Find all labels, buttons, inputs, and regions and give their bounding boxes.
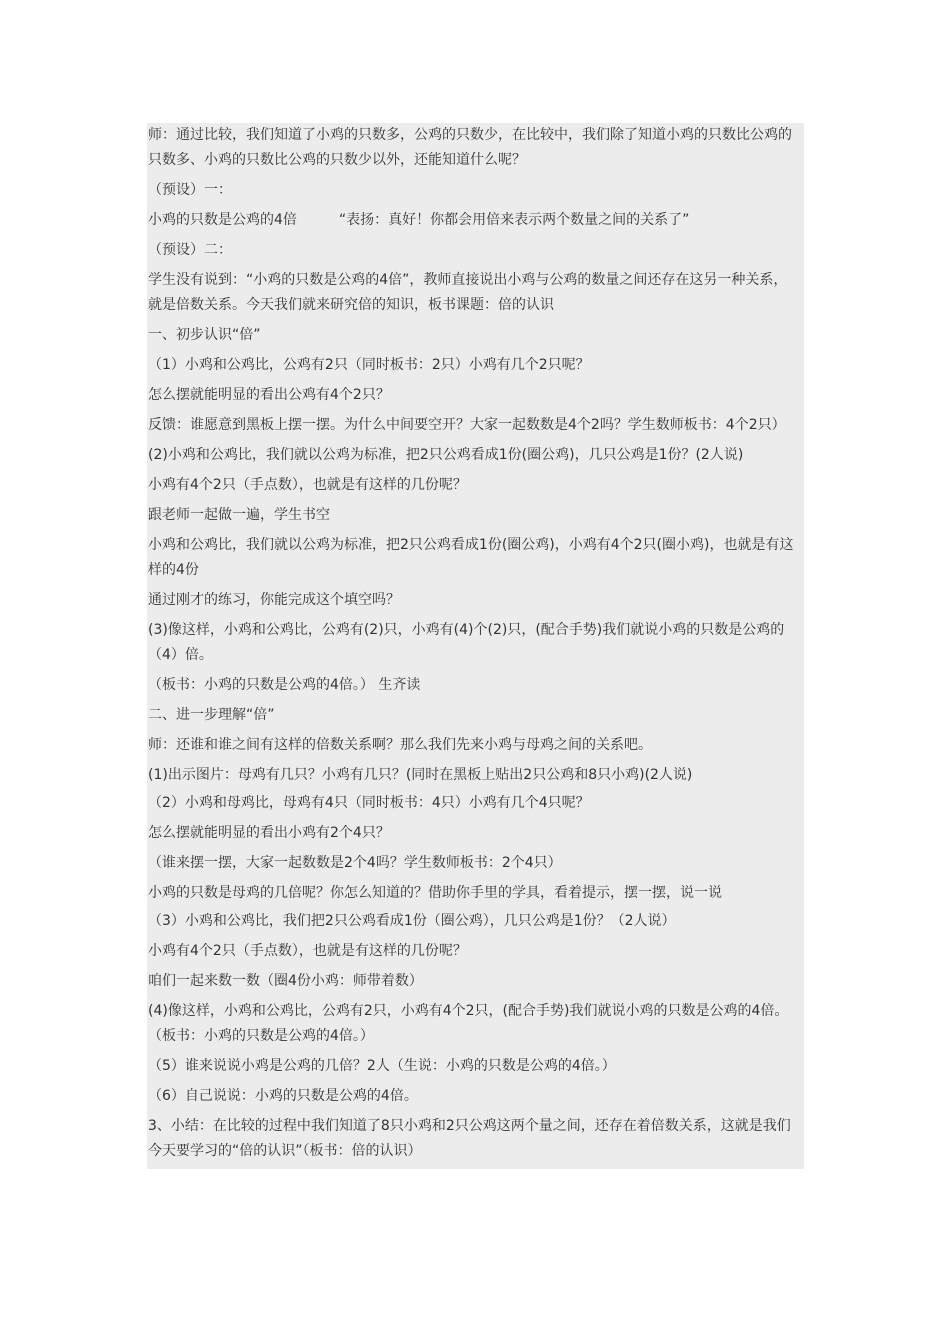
document-body bbox=[147, 123, 804, 1169]
paragraph: 咱们一起来数一数（圈4份小鸡：师带着数） bbox=[148, 973, 423, 989]
paragraph: (4)像这样，小鸡和公鸡比，公鸡有2只，小鸡有4个2只，(配合手势)我们就说小鸡的只数是公鸡的4倍。（板书：小鸡的只数是公鸡的4倍。） bbox=[148, 1003, 789, 1044]
paragraph: 小鸡的只数是母鸡的几倍呢？你怎么知道的？借助你手里的学具，看着提示，摆一摆，说一说 bbox=[148, 885, 722, 901]
paragraph: 学生没有说到：“小鸡的只数是公鸡的4倍”，教师直接说出小鸡与公鸡的数量之间还存在这另一种关系，就是倍数关系。今天我们就来研究倍的知识，板书课题：倍的认识 bbox=[148, 272, 788, 313]
paragraph: 通过刚才的练习，你能完成这个填空吗？ bbox=[148, 592, 400, 608]
paragraph: （预设）一： bbox=[148, 182, 232, 198]
paragraph: （3）小鸡和公鸡比，我们把2只公鸡看成1份（圈公鸡），几只公鸡是1份？（2人说） bbox=[148, 913, 676, 929]
paragraph: 师：通过比较，我们知道了小鸡的只数多，公鸡的只数少，在比较中，我们除了知道小鸡的只数比公鸡的只数多、小鸡的只数比公鸡的只数少以外，还能知道什么呢？ bbox=[148, 127, 792, 168]
section-heading: 二、进一步理解“倍” bbox=[148, 707, 275, 723]
paragraph: (1)出示图片：母鸡有几只？小鸡有几只？(同时在黑板上贴出2只公鸡和8只小鸡)(2人说) bbox=[148, 767, 693, 783]
paragraph: 反馈：谁愿意到黑板上摆一摆。为什么中间要空开？大家一起数数是4个2吗？学生数师板书：4个2只） bbox=[148, 417, 786, 433]
paragraph: （板书：小鸡的只数是公鸡的4倍。） 生齐读 bbox=[148, 677, 421, 693]
paragraph: 小鸡的只数是公鸡的4倍 “表扬：真好！你都会用倍来表示两个数量之间的关系了” bbox=[148, 212, 690, 228]
paragraph: (3)像这样，小鸡和公鸡比，公鸡有(2)只，小鸡有(4)个(2)只，(配合手势)我们就说小鸡的只数是公鸡的（4）倍。 bbox=[148, 622, 785, 663]
paragraph: (2)小鸡和公鸡比，我们就以公鸡为标准，把2只公鸡看成1份(圈公鸡)，几只公鸡是1份？(2人说) bbox=[148, 447, 744, 463]
paragraph: 小鸡和公鸡比，我们就以公鸡为标准，把2只公鸡看成1份(圈公鸡)，小鸡有4个2只(圈小鸡)，也就是有这样的4份 bbox=[148, 537, 794, 578]
paragraph: （2）小鸡和母鸡比，母鸡有4只（同时板书：4只）小鸡有几个4只呢？ bbox=[148, 795, 590, 811]
paragraph: 跟老师一起做一遍，学生书空 bbox=[148, 507, 330, 523]
paragraph: 怎么摆就能明显的看出小鸡有2个4只？ bbox=[148, 825, 390, 841]
paragraph: 怎么摆就能明显的看出公鸡有4个2只？ bbox=[148, 387, 390, 403]
paragraph: （5）谁来说说小鸡是公鸡的几倍？2人（生说：小鸡的只数是公鸡的4倍。） bbox=[148, 1058, 616, 1074]
section-heading: 一、初步认识“倍” bbox=[148, 327, 261, 343]
paragraph: （1）小鸡和公鸡比，公鸡有2只（同时板书：2只）小鸡有几个2只呢？ bbox=[148, 357, 590, 373]
paragraph: （预设）二： bbox=[148, 242, 232, 258]
paragraph: （谁来摆一摆，大家一起数数是2个4吗？学生数师板书：2个4只） bbox=[148, 855, 562, 871]
paragraph: 小鸡有4个2只（手点数），也就是有这样的几份呢？ bbox=[148, 943, 467, 959]
paragraph: 师：还谁和谁之间有这样的倍数关系啊？那么我们先来小鸡与母鸡之间的关系吧。 bbox=[148, 737, 652, 753]
paragraph: （6）自己说说：小鸡的只数是公鸡的4倍。 bbox=[148, 1088, 418, 1104]
summary-paragraph: 3、小结：在比较的过程中我们知道了8只小鸡和2只公鸡这两个量之间，还存在着倍数关系，这就是我们今天要学习的“倍的认识”（板书：倍的认识） bbox=[148, 1118, 791, 1159]
paragraph: 小鸡有4个2只（手点数），也就是有这样的几份呢？ bbox=[148, 477, 467, 493]
